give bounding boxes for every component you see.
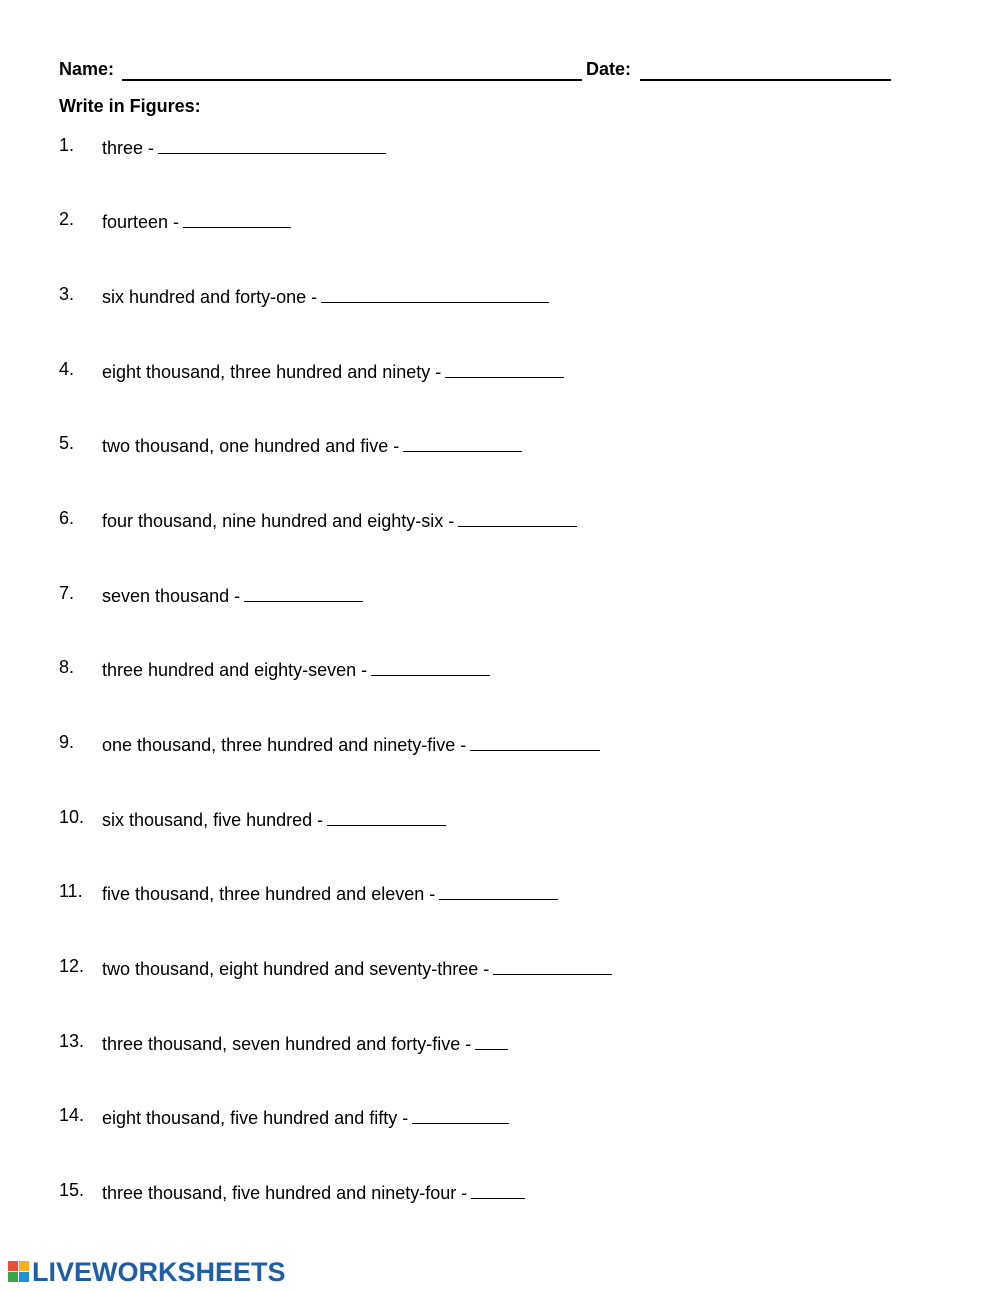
question-number: 6. [59,508,75,528]
question-number: 13. [59,1031,85,1051]
question-number: 14. [59,1105,85,1125]
question-number: 4. [59,359,75,379]
brand-wordmark: LIVEWORKSHEETS [32,1257,286,1287]
question-text: seven thousand - [102,586,241,606]
answer-field[interactable] [471,1180,525,1199]
question-number: 9. [59,732,75,752]
liveworksheets-logo-icon [8,1261,30,1283]
question-text: three thousand, five hundred and ninety-four - [102,1183,468,1203]
footer-brand [8,1255,308,1291]
question-text: eight thousand, three hundred and ninety - [102,362,442,382]
question-text: fourteen - [102,212,180,232]
question-number: 7. [59,583,75,603]
answer-field[interactable] [371,657,490,676]
question-text: six thousand, five hundred - [102,810,324,830]
answer-field[interactable] [183,209,291,228]
header-row [59,56,939,84]
question-number: 12. [59,956,85,976]
question-number: 2. [59,209,75,229]
question-text: two thousand, one hundred and five - [102,436,400,456]
question-number: 10. [59,807,85,827]
question-text: one thousand, three hundred and ninety-five - [102,735,467,755]
answer-field[interactable] [475,1031,508,1050]
answer-field[interactable] [327,807,446,826]
question-number: 8. [59,657,75,677]
answer-field[interactable] [439,881,558,900]
answer-field[interactable] [412,1105,509,1124]
name-field[interactable] [122,79,582,81]
date-label: Date: [586,59,632,79]
section-title: Write in Figures: [59,96,201,116]
answer-field[interactable] [244,583,363,602]
question-number: 15. [59,1180,85,1200]
question-number: 11. [59,881,83,901]
answer-field[interactable] [403,433,522,452]
answer-field[interactable] [493,956,612,975]
question-text: two thousand, eight hundred and seventy-three - [102,959,490,979]
question-number: 3. [59,284,75,304]
question-text: three hundred and eighty-seven - [102,660,368,680]
question-number: 1. [59,135,75,155]
question-text: eight thousand, five hundred and fifty - [102,1108,409,1128]
answer-field[interactable] [470,732,600,751]
name-label: Name: [59,59,115,79]
answer-field[interactable] [445,359,564,378]
answer-field[interactable] [458,508,577,527]
question-text: six hundred and forty-one - [102,287,318,307]
question-text: four thousand, nine hundred and eighty-six - [102,511,455,531]
question-number: 5. [59,433,75,453]
date-field[interactable] [640,79,891,81]
question-text: three - [102,138,155,158]
question-text: three thousand, seven hundred and forty-five - [102,1034,472,1054]
answer-field[interactable] [321,284,549,303]
answer-field[interactable] [158,135,386,154]
question-text: five thousand, three hundred and eleven - [102,884,436,904]
